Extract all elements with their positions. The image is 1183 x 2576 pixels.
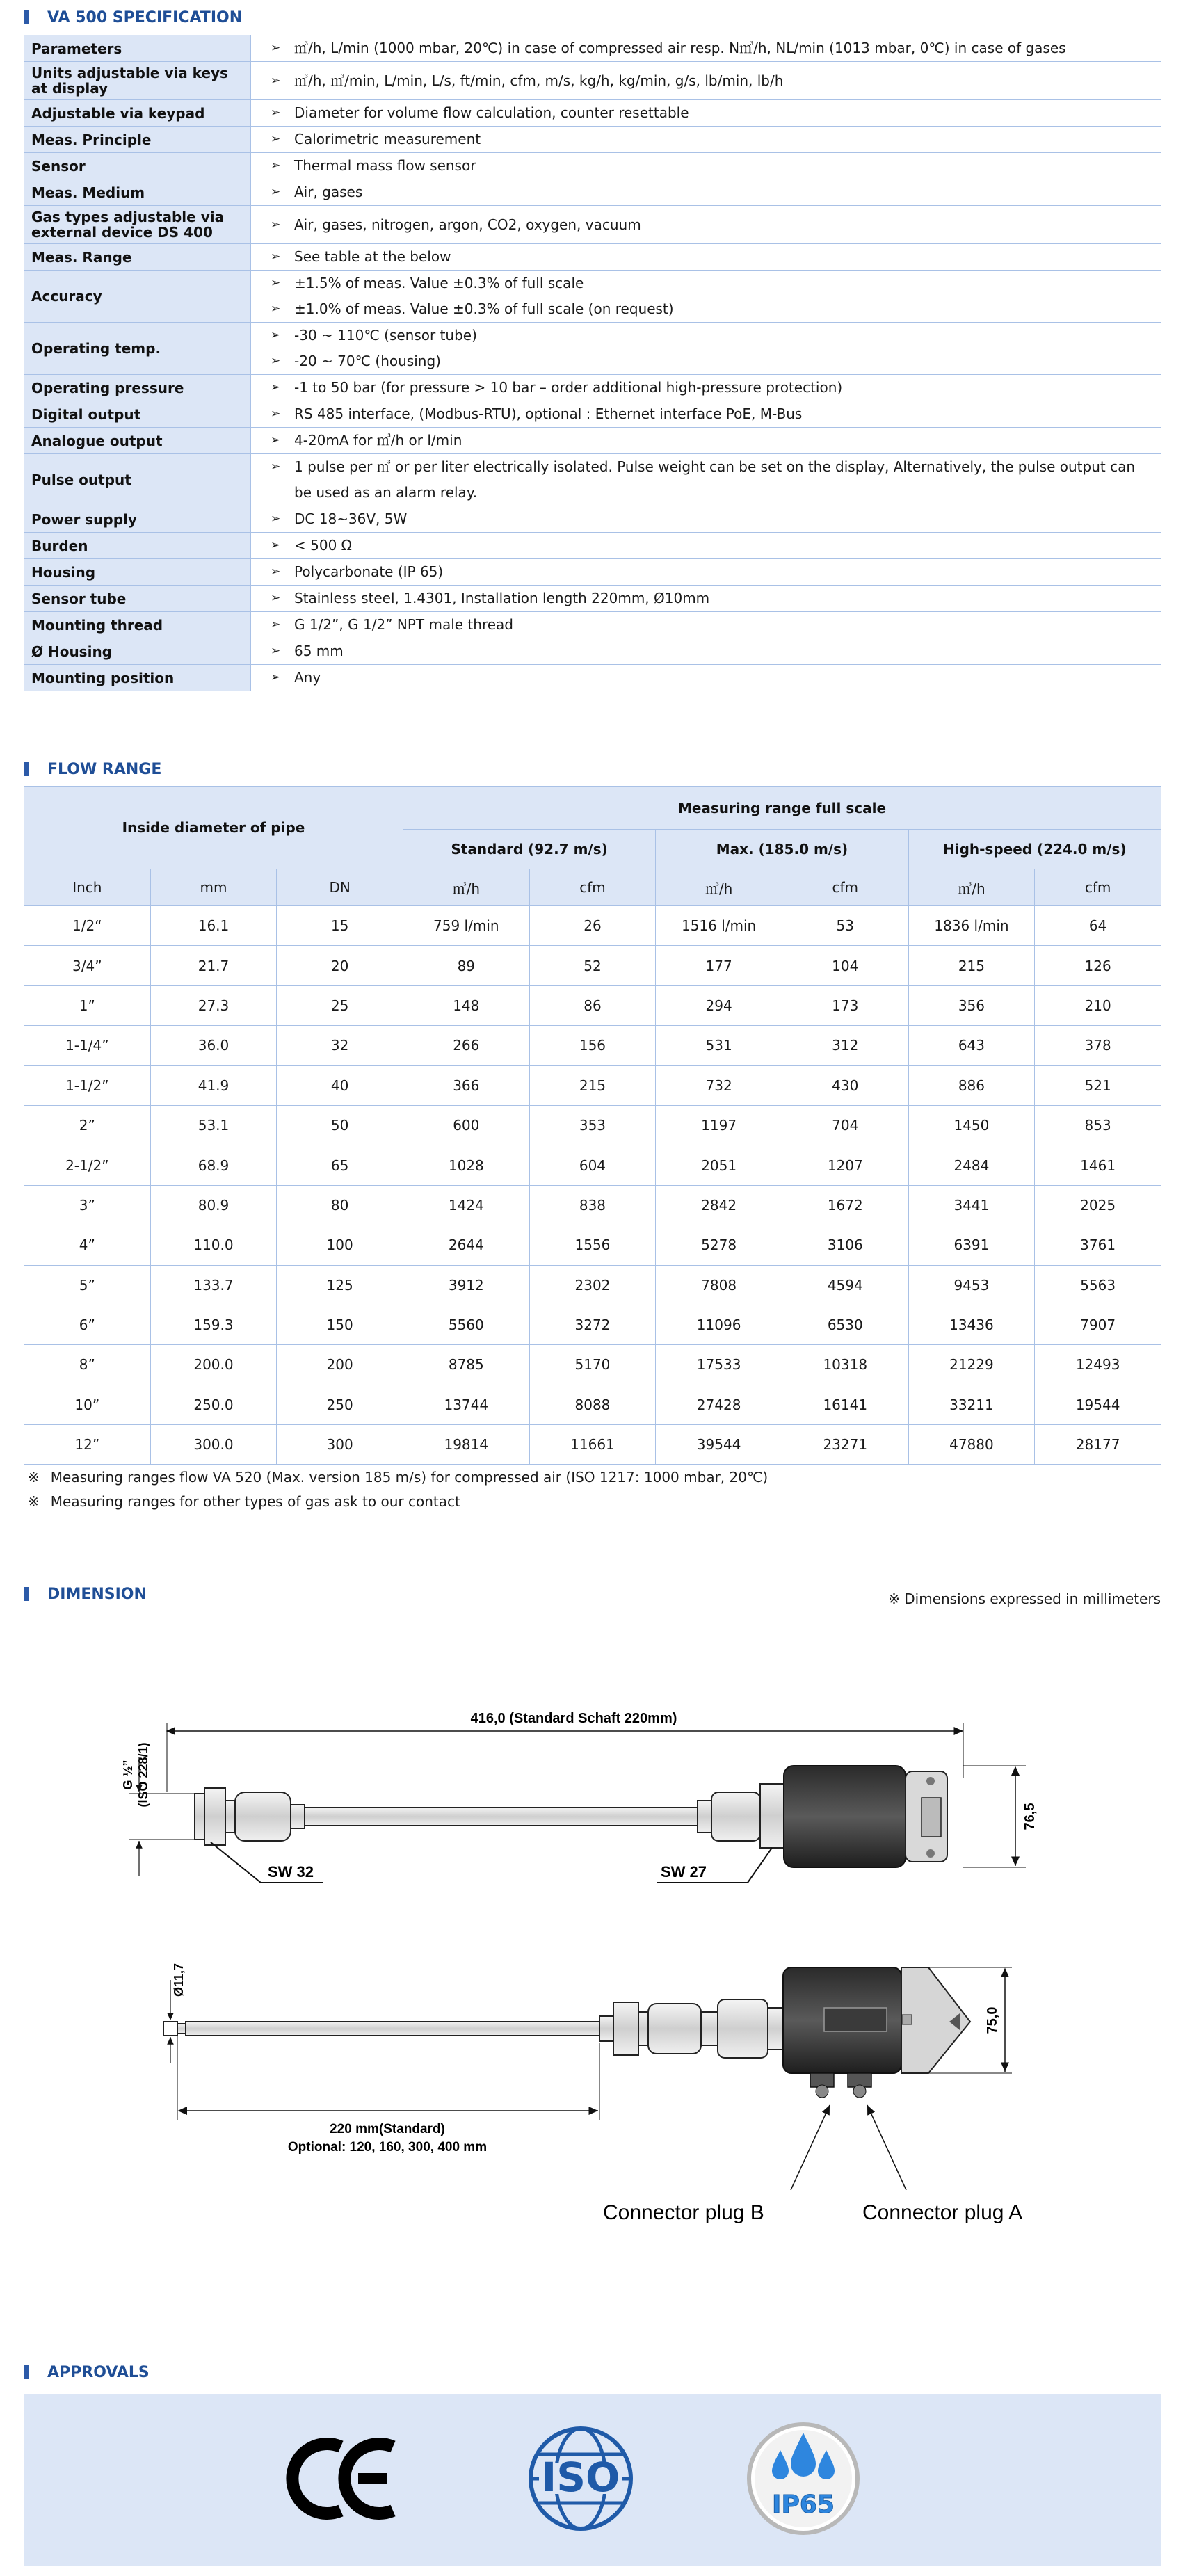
table-cell: 3/4” — [24, 946, 151, 985]
spec-value-cell — [251, 506, 1161, 533]
table-cell: 1450 — [908, 1105, 1035, 1145]
spec-value: ➢ Calorimetric measurement — [271, 127, 1154, 152]
table-cell: 210 — [1035, 985, 1161, 1025]
range-header: Measuring range full scale — [403, 787, 1161, 830]
table-cell: 15 — [277, 906, 403, 946]
spec-value: ➢ ㎥/h, ㎥/min, L/min, L/s, ft/min, cfm, m/s, kg/h, kg/min, g/s, lb/min, lb/h — [271, 68, 1154, 94]
spec-label: Meas. Range — [24, 244, 251, 271]
approvals-section-title — [24, 2362, 150, 2383]
table-cell: 2051 — [656, 1145, 782, 1185]
table-cell: 732 — [656, 1065, 782, 1105]
spec-value-cell — [251, 127, 1161, 153]
table-cell: 41.9 — [150, 1065, 277, 1105]
ip65-text: IP65 — [772, 2490, 835, 2519]
spec-row — [24, 428, 1161, 454]
dimension-drawing-box — [24, 1618, 1161, 2289]
table-cell: 3912 — [403, 1265, 529, 1305]
note-marker: ※ — [28, 1493, 40, 1510]
table-cell: 1-1/4” — [24, 1026, 151, 1065]
table-cell: 1/2“ — [24, 906, 151, 946]
spec-value: ➢ Stainless steel, 1.4301, Installation length 220mm, Ø10mm — [271, 586, 1154, 611]
table-cell: 25 — [277, 985, 403, 1025]
dimension-section-title — [24, 1584, 147, 1604]
spec-value: ➢ -1 to 50 bar (for pressure > 10 bar – order additional high-pressure protection) — [271, 375, 1154, 401]
spec-row — [24, 506, 1161, 533]
spec-label: Units adjustable via keys at display — [24, 62, 251, 100]
table-cell: 1424 — [403, 1185, 529, 1225]
spec-value-cell — [251, 375, 1161, 401]
spec-row — [24, 153, 1161, 179]
spec-label: Adjustable via keypad — [24, 100, 251, 127]
table-row — [24, 1145, 1161, 1185]
spec-value-cell — [251, 271, 1161, 323]
dimension-drawing — [24, 1618, 1161, 2289]
spec-row — [24, 454, 1161, 506]
table-cell: 8” — [24, 1345, 151, 1385]
table-cell: 215 — [908, 946, 1035, 985]
table-cell: 16141 — [782, 1385, 908, 1424]
table-cell: 89 — [403, 946, 529, 985]
flow-note-2 — [28, 1493, 460, 1510]
spec-row — [24, 323, 1161, 375]
table-cell: 80.9 — [150, 1185, 277, 1225]
spec-label: Housing — [24, 559, 251, 586]
spec-value-cell — [251, 586, 1161, 612]
spec-value-cell — [251, 638, 1161, 665]
sw32-label: SW 32 — [268, 1863, 314, 1881]
table-cell: 126 — [1035, 946, 1161, 985]
spec-row — [24, 559, 1161, 586]
spec-value: ➢ -30 ~ 110℃ (sensor tube) — [271, 323, 1154, 348]
spec-value: ➢ 65 mm — [271, 638, 1154, 664]
table-cell: 104 — [782, 946, 908, 985]
table-cell: 531 — [656, 1026, 782, 1065]
spec-label: Gas types adjustable via external device DS 400 — [24, 206, 251, 244]
height-bottom-label: 75,0 — [985, 2006, 1000, 2034]
diameter-label: Ø11,7 — [172, 1963, 186, 1997]
table-cell: 65 — [277, 1145, 403, 1185]
table-cell: 28177 — [1035, 1425, 1161, 1465]
table-cell: 3” — [24, 1185, 151, 1225]
note-marker: ※ — [28, 1469, 40, 1486]
spec-row — [24, 638, 1161, 665]
table-cell: 838 — [529, 1185, 656, 1225]
spec-row — [24, 35, 1161, 62]
table-cell: 33211 — [908, 1385, 1035, 1424]
table-cell: 19544 — [1035, 1385, 1161, 1424]
table-cell: 173 — [782, 985, 908, 1025]
thread-iso-label: (ISO 228/1) — [136, 1742, 150, 1808]
flow-note-1 — [28, 1469, 768, 1486]
spec-row — [24, 375, 1161, 401]
table-cell: 9453 — [908, 1265, 1035, 1305]
table-cell: 604 — [529, 1145, 656, 1185]
spec-row — [24, 62, 1161, 100]
thread-label: G ½” — [121, 1760, 135, 1790]
spec-label: Mounting thread — [24, 612, 251, 638]
table-cell: 1672 — [782, 1185, 908, 1225]
table-cell: 250 — [277, 1385, 403, 1424]
spec-label: Meas. Principle — [24, 127, 251, 153]
spec-value: ➢ ±1.5% of meas. Value ±0.3% of full scale — [271, 271, 1154, 296]
table-cell: 110.0 — [150, 1225, 277, 1265]
table-cell: 6391 — [908, 1225, 1035, 1265]
spec-section-title — [24, 7, 242, 28]
table-cell: 39544 — [656, 1425, 782, 1465]
shaft-length-label: 220 mm(Standard) — [330, 2122, 445, 2136]
spec-label: Operating temp. — [24, 323, 251, 375]
spec-value: ➢ Polycarbonate (IP 65) — [271, 559, 1154, 585]
approvals-logos — [24, 2394, 1161, 2566]
table-cell: 521 — [1035, 1065, 1161, 1105]
table-cell: 312 — [782, 1026, 908, 1065]
approvals-title-text: APPROVALS — [47, 2363, 150, 2381]
spec-value-cell — [251, 323, 1161, 375]
table-cell: 1” — [24, 985, 151, 1025]
spec-value-cell — [251, 665, 1161, 691]
spec-label: Mounting position — [24, 665, 251, 691]
section-marker — [24, 2365, 29, 2379]
spec-value-cell — [251, 62, 1161, 100]
sw27-label: SW 27 — [661, 1863, 707, 1881]
table-cell: 7907 — [1035, 1305, 1161, 1344]
flow-range-table — [24, 786, 1161, 1465]
table-cell: 11661 — [529, 1425, 656, 1465]
spec-value-cell — [251, 206, 1161, 244]
table-row — [24, 1225, 1161, 1265]
table-cell: 6” — [24, 1305, 151, 1344]
table-cell: 853 — [1035, 1105, 1161, 1145]
spec-value-cell — [251, 428, 1161, 454]
spec-value-cell — [251, 244, 1161, 271]
shaft-optional-label: Optional: 120, 160, 300, 400 mm — [287, 2140, 488, 2155]
spec-title-text: VA 500 SPECIFICATION — [47, 8, 243, 26]
table-cell: 53.1 — [150, 1105, 277, 1145]
dimension-title-text: DIMENSION — [47, 1585, 147, 1603]
table-cell: 4” — [24, 1225, 151, 1265]
table-cell: 1556 — [529, 1225, 656, 1265]
table-cell: 52 — [529, 946, 656, 985]
spec-label: Power supply — [24, 506, 251, 533]
table-cell: 23271 — [782, 1425, 908, 1465]
table-cell: 2842 — [656, 1185, 782, 1225]
section-marker — [24, 1587, 29, 1601]
table-row — [24, 1345, 1161, 1385]
table-cell: 2644 — [403, 1225, 529, 1265]
table-row — [24, 1425, 1161, 1465]
spec-label: Parameters — [24, 35, 251, 62]
spec-value-cell — [251, 401, 1161, 428]
table-cell: 5560 — [403, 1305, 529, 1344]
table-cell: 64 — [1035, 906, 1161, 946]
spec-label: Pulse output — [24, 454, 251, 506]
spec-label: Burden — [24, 533, 251, 559]
table-cell: 1207 — [782, 1145, 908, 1185]
spec-label: Ø Housing — [24, 638, 251, 665]
spec-value: ➢ G 1/2”, G 1/2” NPT male thread — [271, 612, 1154, 638]
spec-value: ➢ Diameter for volume flow calculation, counter resettable — [271, 100, 1154, 126]
column-header: DN — [277, 869, 403, 906]
group-header-standard: Standard (92.7 m/s) — [403, 830, 655, 869]
table-cell: 26 — [529, 906, 656, 946]
table-cell: 250.0 — [150, 1385, 277, 1424]
table-cell: 4594 — [782, 1265, 908, 1305]
table-cell: 353 — [529, 1105, 656, 1145]
table-cell: 12493 — [1035, 1345, 1161, 1385]
table-cell: 10318 — [782, 1345, 908, 1385]
table-cell: 148 — [403, 985, 529, 1025]
table-cell: 5278 — [656, 1225, 782, 1265]
table-row — [24, 985, 1161, 1025]
group-header-max: Max. (185.0 m/s) — [656, 830, 908, 869]
table-cell: 1-1/2” — [24, 1065, 151, 1105]
spec-value-cell — [251, 153, 1161, 179]
table-row — [24, 946, 1161, 985]
table-cell: 150 — [277, 1305, 403, 1344]
table-row — [24, 1065, 1161, 1105]
column-header: ㎥/h — [403, 869, 529, 906]
table-cell: 1836 l/min — [908, 906, 1035, 946]
height-top-label: 76,5 — [1022, 1803, 1038, 1830]
spec-value: ➢ Thermal mass flow sensor — [271, 153, 1154, 179]
connector-plug-b-label: Connector plug B — [603, 2201, 764, 2224]
table-cell: 6530 — [782, 1305, 908, 1344]
table-cell: 47880 — [908, 1425, 1035, 1465]
spec-value-cell — [251, 533, 1161, 559]
table-row — [24, 1026, 1161, 1065]
table-cell: 159.3 — [150, 1305, 277, 1344]
table-cell: 8785 — [403, 1345, 529, 1385]
spec-value: ➢ < 500 Ω — [271, 533, 1154, 558]
table-cell: 32 — [277, 1026, 403, 1065]
table-cell: 8088 — [529, 1385, 656, 1424]
spec-value-cell — [251, 35, 1161, 62]
spec-table — [24, 35, 1161, 691]
table-cell: 643 — [908, 1026, 1035, 1065]
section-marker — [24, 762, 29, 776]
table-cell: 3272 — [529, 1305, 656, 1344]
table-cell: 20 — [277, 946, 403, 985]
column-header: mm — [150, 869, 277, 906]
table-cell: 12” — [24, 1425, 151, 1465]
table-cell: 215 — [529, 1065, 656, 1105]
spec-value: ➢ Any — [271, 665, 1154, 691]
table-cell: 1461 — [1035, 1145, 1161, 1185]
spec-row — [24, 401, 1161, 428]
spec-label: Analogue output — [24, 428, 251, 454]
spec-value-cell — [251, 559, 1161, 586]
column-header: ㎥/h — [908, 869, 1035, 906]
table-cell: 2302 — [529, 1265, 656, 1305]
spec-value: ➢ ±1.0% of meas. Value ±0.3% of full scale (on request) — [271, 296, 1154, 322]
table-cell: 300.0 — [150, 1425, 277, 1465]
note-text: Measuring ranges flow VA 520 (Max. version 185 m/s) for compressed air (ISO 1217: 1000 mbar, 20℃) — [50, 1469, 768, 1486]
dimension-note — [888, 1591, 1161, 1607]
table-cell: 378 — [1035, 1026, 1161, 1065]
table-row — [24, 1105, 1161, 1145]
pipe-diameter-header: Inside diameter of pipe — [24, 787, 403, 869]
spec-value: ➢ -20 ~ 70℃ (housing) — [271, 348, 1154, 374]
table-row — [24, 1185, 1161, 1225]
table-cell: 200 — [277, 1345, 403, 1385]
table-cell: 2025 — [1035, 1185, 1161, 1225]
table-cell: 80 — [277, 1185, 403, 1225]
table-cell: 40 — [277, 1065, 403, 1105]
table-cell: 5170 — [529, 1345, 656, 1385]
spec-value: ➢ Air, gases — [271, 179, 1154, 205]
spec-value-cell — [251, 612, 1161, 638]
spec-value: ➢ DC 18~36V, 5W — [271, 506, 1154, 532]
column-header: ㎥/h — [656, 869, 782, 906]
table-cell: 266 — [403, 1026, 529, 1065]
table-cell: 1516 l/min — [656, 906, 782, 946]
table-cell: 759 l/min — [403, 906, 529, 946]
table-cell: 16.1 — [150, 906, 277, 946]
table-cell: 2” — [24, 1105, 151, 1145]
table-cell: 17533 — [656, 1345, 782, 1385]
table-cell: 2484 — [908, 1145, 1035, 1185]
table-cell: 300 — [277, 1425, 403, 1465]
table-cell: 36.0 — [150, 1026, 277, 1065]
table-row — [24, 906, 1161, 946]
flow-title-text: FLOW RANGE — [47, 760, 162, 778]
total-length-label: 416,0 (Standard Schaft 220mm) — [470, 1711, 677, 1726]
table-cell: 366 — [403, 1065, 529, 1105]
table-cell: 3441 — [908, 1185, 1035, 1225]
table-cell: 177 — [656, 946, 782, 985]
table-cell: 5” — [24, 1265, 151, 1305]
table-cell: 3106 — [782, 1225, 908, 1265]
spec-row — [24, 206, 1161, 244]
spec-row — [24, 271, 1161, 323]
table-cell: 3761 — [1035, 1225, 1161, 1265]
table-cell: 294 — [656, 985, 782, 1025]
column-header: cfm — [529, 869, 656, 906]
spec-label: Digital output — [24, 401, 251, 428]
table-cell: 53 — [782, 906, 908, 946]
spec-row — [24, 127, 1161, 153]
spec-row — [24, 244, 1161, 271]
section-marker — [24, 10, 29, 24]
spec-value-cell — [251, 100, 1161, 127]
spec-value: ➢ Air, gases, nitrogen, argon, CO2, oxygen, vacuum — [271, 212, 1154, 238]
table-cell: 156 — [529, 1026, 656, 1065]
spec-row — [24, 612, 1161, 638]
spec-value-cell — [251, 179, 1161, 206]
column-header: cfm — [1035, 869, 1161, 906]
table-cell: 21229 — [908, 1345, 1035, 1385]
spec-value: ➢ RS 485 interface, (Modbus-RTU), optional : Ethernet interface PoE, M-Bus — [271, 401, 1154, 427]
table-cell: 886 — [908, 1065, 1035, 1105]
table-cell: 27.3 — [150, 985, 277, 1025]
iso-text: ISO — [541, 2454, 620, 2501]
top-view — [121, 1711, 1038, 1883]
spec-label: Sensor tube — [24, 586, 251, 612]
table-cell: 704 — [782, 1105, 908, 1145]
table-cell: 21.7 — [150, 946, 277, 985]
table-cell: 125 — [277, 1265, 403, 1305]
table-cell: 2-1/2” — [24, 1145, 151, 1185]
spec-value: ➢ 1 pulse per ㎥ or per liter electrically isolated. Pulse weight can be set on the display, Alternatively, the pulse output can be used as an alarm relay. — [271, 454, 1154, 506]
table-row — [24, 1385, 1161, 1424]
table-cell: 68.9 — [150, 1145, 277, 1185]
table-cell: 86 — [529, 985, 656, 1025]
iso-logo — [531, 2429, 631, 2529]
table-cell: 1197 — [656, 1105, 782, 1145]
table-cell: 27428 — [656, 1385, 782, 1424]
ip65-badge-logo — [749, 2424, 858, 2533]
spec-row — [24, 179, 1161, 206]
table-cell: 133.7 — [150, 1265, 277, 1305]
table-cell: 10” — [24, 1385, 151, 1424]
table-cell: 19814 — [403, 1425, 529, 1465]
table-cell: 356 — [908, 985, 1035, 1025]
group-header-high-speed: High-speed (224.0 m/s) — [908, 830, 1161, 869]
spec-row — [24, 533, 1161, 559]
note-marker: ※ — [888, 1591, 900, 1607]
flow-section-title — [24, 759, 161, 780]
spec-label: Meas. Medium — [24, 179, 251, 206]
dimension-note-text: Dimensions expressed in millimeters — [904, 1591, 1161, 1607]
side-view — [163, 1963, 1022, 2224]
table-cell: 200.0 — [150, 1345, 277, 1385]
spec-value: ➢ See table at the below — [271, 244, 1154, 270]
spec-row — [24, 586, 1161, 612]
table-row — [24, 1305, 1161, 1344]
table-cell: 11096 — [656, 1305, 782, 1344]
ce-mark-logo — [292, 2444, 393, 2513]
table-cell: 430 — [782, 1065, 908, 1105]
table-cell: 7808 — [656, 1265, 782, 1305]
spec-label: Operating pressure — [24, 375, 251, 401]
spec-label: Accuracy — [24, 271, 251, 323]
spec-row — [24, 100, 1161, 127]
spec-value-cell — [251, 454, 1161, 506]
table-cell: 1028 — [403, 1145, 529, 1185]
table-cell: 13436 — [908, 1305, 1035, 1344]
column-header: cfm — [782, 869, 908, 906]
table-cell: 600 — [403, 1105, 529, 1145]
spec-row — [24, 665, 1161, 691]
spec-value: ➢ ㎥/h, L/min (1000 mbar, 20℃) in case of compressed air resp. N㎥/h, NL/min (1013 mbar, 0℃) in case of gases — [271, 35, 1154, 61]
spec-label: Sensor — [24, 153, 251, 179]
column-header: Inch — [24, 869, 151, 906]
note-text: Measuring ranges for other types of gas ask to our contact — [50, 1493, 460, 1510]
spec-value: ➢ 4-20mA for ㎥/h or l/min — [271, 428, 1154, 453]
table-cell: 5563 — [1035, 1265, 1161, 1305]
table-cell: 50 — [277, 1105, 403, 1145]
connector-plug-a-label: Connector plug A — [862, 2201, 1023, 2224]
table-row — [24, 1265, 1161, 1305]
table-cell: 13744 — [403, 1385, 529, 1424]
table-cell: 100 — [277, 1225, 403, 1265]
approvals-box — [24, 2394, 1161, 2566]
